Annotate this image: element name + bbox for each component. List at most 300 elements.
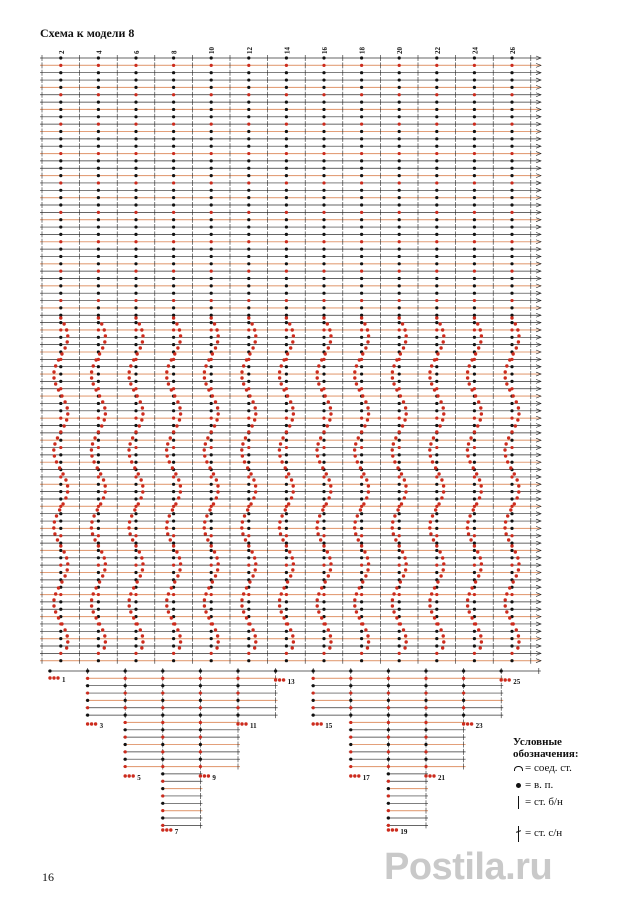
wave-dot [177, 496, 180, 499]
wave-dot [399, 352, 402, 355]
chain-dot [398, 380, 401, 383]
chain-dot [134, 93, 137, 96]
chain-dot [172, 240, 175, 243]
tab-end-dot [466, 722, 469, 725]
wave-dot [66, 568, 69, 571]
tab-dot [199, 706, 202, 709]
chain-dot [510, 343, 513, 346]
wave-dot [253, 328, 256, 331]
wave-dot [434, 508, 437, 511]
wave-dot [515, 574, 518, 577]
wave-dot [441, 328, 444, 331]
tab-dot [199, 758, 202, 761]
wave-dot [90, 376, 93, 379]
wave-dot [291, 634, 294, 637]
chain-dot [247, 181, 250, 184]
chain-dot [473, 343, 476, 346]
wave-dot [517, 562, 520, 565]
wave-dot [478, 478, 481, 481]
wave-dot [141, 568, 144, 571]
wave-dot [514, 322, 517, 325]
chain-dot [435, 181, 438, 184]
wave-dot [391, 376, 394, 379]
wave-dot [205, 514, 208, 517]
wave-dot [353, 448, 356, 451]
chain-dot [210, 284, 213, 287]
chain-dot [435, 519, 438, 522]
chain-dot [510, 402, 513, 405]
chain-dot [172, 593, 175, 596]
chain-dot [134, 211, 137, 214]
wave-dot [329, 484, 332, 487]
legend-item-chain [513, 777, 625, 794]
wave-dot [359, 466, 362, 469]
tab-dot [312, 684, 315, 687]
chain-dot [285, 475, 288, 478]
chain-dot [435, 564, 438, 567]
chain-dot [59, 159, 62, 162]
chain-dot [172, 417, 175, 420]
chain-dot [210, 152, 213, 155]
chain-dot [360, 336, 363, 339]
chain-dot [322, 328, 325, 331]
chain-dot [322, 556, 325, 559]
wave-dot [441, 418, 444, 421]
chain-dot [285, 571, 288, 574]
chain-dot [473, 424, 476, 427]
chain-dot [322, 262, 325, 265]
chain-dot [247, 196, 250, 199]
chain-dot [59, 284, 62, 287]
chain-dot [435, 556, 438, 559]
wave-dot [289, 346, 292, 349]
chain-dot [134, 233, 137, 236]
wave-dot [476, 550, 479, 553]
chain-dot [398, 527, 401, 530]
legend-label: = в. п. [525, 779, 554, 791]
chain-dot [510, 181, 513, 184]
wave-dot [166, 532, 169, 535]
wave-dot [399, 580, 402, 583]
chain-dot [134, 292, 137, 295]
chain-dot [134, 365, 137, 368]
chain-dot [210, 203, 213, 206]
legend-label: = соед. ст. [525, 762, 572, 774]
wave-dot [251, 574, 254, 577]
wave-dot [403, 556, 406, 559]
chain-dot [97, 218, 100, 221]
wave-dot [468, 382, 471, 385]
chain-dot [322, 549, 325, 552]
chain-dot [134, 284, 137, 287]
wave-dot [103, 406, 106, 409]
wave-dot [361, 622, 364, 625]
chain-dot [247, 343, 250, 346]
chain-dot [398, 490, 401, 493]
wave-dot [291, 406, 294, 409]
wave-dot [435, 544, 438, 547]
chain-dot [247, 306, 250, 309]
chain-dot [172, 115, 175, 118]
wave-dot [480, 412, 483, 415]
wave-dot [178, 340, 181, 343]
wave-dot [280, 610, 283, 613]
chain-dot [285, 78, 288, 81]
chain-dot [322, 497, 325, 500]
chain-dot [510, 564, 513, 567]
wave-dot [135, 352, 138, 355]
wave-dot [437, 502, 440, 505]
chain-dot [134, 475, 137, 478]
wave-dot [242, 592, 245, 595]
wave-dot [353, 526, 356, 529]
chain-dot [360, 630, 363, 633]
chain-dot [435, 343, 438, 346]
chain-dot [322, 130, 325, 133]
chain-dot [285, 64, 288, 67]
tab-dot [424, 728, 427, 731]
wave-dot [216, 484, 219, 487]
chain-dot [510, 218, 513, 221]
wave-dot [179, 640, 182, 643]
chain-dot [473, 225, 476, 228]
chain-dot [59, 417, 62, 420]
chain-dot [360, 101, 363, 104]
chain-dot [510, 211, 513, 214]
top-column-number: 6 [133, 50, 141, 54]
wave-dot [315, 526, 318, 529]
chain-dot [59, 372, 62, 375]
tab-dot [387, 816, 390, 819]
wave-dot [141, 634, 144, 637]
chain-dot [59, 130, 62, 133]
chain-dot [398, 446, 401, 449]
wave-dot [431, 514, 434, 517]
wave-dot [139, 574, 142, 577]
chain-dot [285, 409, 288, 412]
chain-dot [285, 659, 288, 662]
chain-dot [322, 409, 325, 412]
wave-dot [506, 514, 509, 517]
chain-dot [322, 115, 325, 118]
chain-dot [473, 549, 476, 552]
chain-dot [210, 174, 213, 177]
wave-dot [241, 442, 244, 445]
wave-dot [329, 412, 332, 415]
chain-dot [59, 409, 62, 412]
chain-dot [285, 270, 288, 273]
tab-dot [161, 691, 164, 694]
wave-dot [281, 436, 284, 439]
chain-dot [247, 637, 250, 640]
chain-dot [510, 608, 513, 611]
chain-dot [134, 519, 137, 522]
tab-dot [424, 743, 427, 746]
wave-dot [320, 388, 323, 391]
wave-dot [511, 394, 514, 397]
chain-dot [97, 652, 100, 655]
chain-dot [473, 453, 476, 456]
chain-dot [398, 365, 401, 368]
chain-dot [473, 115, 476, 118]
wave-dot [365, 496, 368, 499]
wave-dot [317, 592, 320, 595]
chain-dot [360, 600, 363, 603]
chain-dot [360, 490, 363, 493]
tab-dot [424, 691, 427, 694]
chain-dot [360, 123, 363, 126]
wave-dot [216, 562, 219, 565]
wave-dot [395, 586, 398, 589]
chain-dot [360, 167, 363, 170]
chart-tabs [48, 668, 541, 832]
chain-dot [285, 402, 288, 405]
tab-dot [349, 684, 352, 687]
chain-dot [360, 652, 363, 655]
wave-dot [139, 628, 142, 631]
wave-dot [253, 646, 256, 649]
chain-dot [97, 270, 100, 273]
wave-dot [216, 340, 219, 343]
wave-dot [404, 340, 407, 343]
tab-dot [387, 809, 390, 812]
wave-dot [178, 634, 181, 637]
wave-dot [466, 598, 469, 601]
chain-dot [435, 78, 438, 81]
wave-dot [103, 568, 106, 571]
chain-dot [510, 600, 513, 603]
chain-dot [172, 137, 175, 140]
chain-dot [473, 159, 476, 162]
chain-dot [59, 659, 62, 662]
chain-dot [59, 225, 62, 228]
wave-dot [215, 478, 218, 481]
wave-dot [141, 640, 144, 643]
top-column-number: 14 [283, 47, 292, 54]
double-crochet-bar-icon [513, 827, 523, 841]
wave-dot [133, 508, 136, 511]
wave-dot [363, 322, 366, 325]
wave-dot [208, 466, 211, 469]
chain-dot [473, 637, 476, 640]
chain-dot [210, 218, 213, 221]
wave-dot [241, 520, 244, 523]
wave-dot [170, 586, 173, 589]
wave-dot [505, 364, 508, 367]
wave-dot [175, 550, 178, 553]
wave-dot [393, 460, 396, 463]
tab-dot [349, 743, 352, 746]
chain-dot [435, 490, 438, 493]
legend-item-double-crochet [513, 825, 625, 842]
chain-dot [172, 78, 175, 81]
wave-dot [396, 508, 399, 511]
chart-grid [40, 55, 541, 664]
wave-dot [435, 316, 438, 319]
wave-dot [286, 580, 289, 583]
chain-dot [360, 409, 363, 412]
tab-dot [349, 736, 352, 739]
wave-dot [466, 526, 469, 529]
wave-dot [503, 526, 506, 529]
chain-dot [97, 306, 100, 309]
chain-dot [134, 336, 137, 339]
wave-dot [466, 454, 469, 457]
wave-dot [322, 316, 325, 319]
chain-dot [435, 659, 438, 662]
wave-dot [391, 604, 394, 607]
chain-dot [398, 439, 401, 442]
chain-dot [435, 56, 438, 59]
chain-dot [247, 71, 250, 74]
wave-dot [245, 586, 248, 589]
wave-dot [240, 370, 243, 373]
chain-dot [435, 336, 438, 339]
chain-dot [435, 189, 438, 192]
tab-dot [124, 684, 127, 687]
chain-dot [360, 299, 363, 302]
wave-dot [316, 604, 319, 607]
chain-dot [398, 483, 401, 486]
wave-dot [133, 466, 136, 469]
tab-dot [86, 669, 89, 672]
wave-dot [320, 586, 323, 589]
wave-dot [319, 538, 322, 541]
chain-dot [473, 365, 476, 368]
wave-dot [391, 448, 394, 451]
chain-dot [134, 108, 137, 111]
chain-dot [322, 512, 325, 515]
wave-dot [316, 532, 319, 535]
chain-dot [172, 174, 175, 177]
chain-dot [322, 108, 325, 111]
wave-dot [135, 394, 138, 397]
chain-dot [360, 424, 363, 427]
chain-dot [247, 78, 250, 81]
chain-dot [210, 71, 213, 74]
wave-dot [475, 472, 478, 475]
wave-dot [470, 616, 473, 619]
wave-dot [132, 388, 135, 391]
wave-dot [504, 454, 507, 457]
chain-dot [134, 174, 137, 177]
chain-dot [322, 365, 325, 368]
wave-dot [442, 412, 445, 415]
tab-dot [199, 736, 202, 739]
chain-dot [435, 461, 438, 464]
tab-dot [86, 706, 89, 709]
chain-dot [134, 328, 137, 331]
chain-dot [210, 145, 213, 148]
chain-dot [134, 402, 137, 405]
chain-dot [510, 372, 513, 375]
wave-dot [504, 370, 507, 373]
chain-dot [59, 512, 62, 515]
chain-dot [285, 130, 288, 133]
wave-dot [428, 370, 431, 373]
wave-dot [61, 472, 64, 475]
chain-dot [172, 262, 175, 265]
chain-dot [398, 659, 401, 662]
chain-dot [59, 56, 62, 59]
wave-dot [165, 454, 168, 457]
chain-dot [510, 527, 513, 530]
chain-dot [473, 167, 476, 170]
tab-dot [387, 802, 390, 805]
tab-dot [124, 706, 127, 709]
bottom-column-number: 13 [287, 678, 295, 686]
chain-dot [210, 439, 213, 442]
chain-dot [473, 203, 476, 206]
chain-dot [247, 270, 250, 273]
tab-dot [387, 772, 390, 775]
chain-dot [97, 593, 100, 596]
chain-dot [134, 218, 137, 221]
chain-dot [473, 372, 476, 375]
chain-dot [398, 608, 401, 611]
chain-dot [285, 174, 288, 177]
chain-dot [247, 483, 250, 486]
wave-dot [508, 358, 511, 361]
chain-dot [398, 203, 401, 206]
chain-dot [398, 292, 401, 295]
chain-dot [360, 328, 363, 331]
chain-dot [398, 189, 401, 192]
wave-dot [432, 538, 435, 541]
chain-dot [322, 174, 325, 177]
chain-dot [97, 328, 100, 331]
chain-dot [322, 64, 325, 67]
chain-dot [510, 284, 513, 287]
chain-dot [210, 556, 213, 559]
chain-dot [59, 203, 62, 206]
chain-dot [210, 343, 213, 346]
chain-dot [210, 64, 213, 67]
wave-dot [442, 568, 445, 571]
wave-dot [165, 520, 168, 523]
wave-dot [429, 454, 432, 457]
wave-dot [511, 580, 514, 583]
wave-dot [248, 352, 251, 355]
chain-dot [247, 203, 250, 206]
wave-dot [317, 382, 320, 385]
wave-dot [251, 400, 254, 403]
wave-dot [428, 604, 431, 607]
bottom-column-number: 11 [250, 722, 257, 730]
chain-dot [134, 659, 137, 662]
tab-dot [124, 691, 127, 694]
chain-dot [210, 365, 213, 368]
chain-dot [210, 277, 213, 280]
wave-dot [476, 322, 479, 325]
chain-dot [473, 196, 476, 199]
wave-dot [56, 436, 59, 439]
chain-dot [97, 534, 100, 537]
chain-dot [247, 564, 250, 567]
wave-dot [90, 448, 93, 451]
wave-dot [479, 646, 482, 649]
tab-dot [161, 758, 164, 761]
chain-dot [285, 225, 288, 228]
wave-dot [360, 544, 363, 547]
wave-dot [141, 334, 144, 337]
wave-dot [93, 538, 96, 541]
wave-dot [278, 598, 281, 601]
wave-dot [513, 502, 516, 505]
watermark: Postila.ru [384, 846, 553, 888]
chain-dot [510, 380, 513, 383]
chain-dot [398, 453, 401, 456]
